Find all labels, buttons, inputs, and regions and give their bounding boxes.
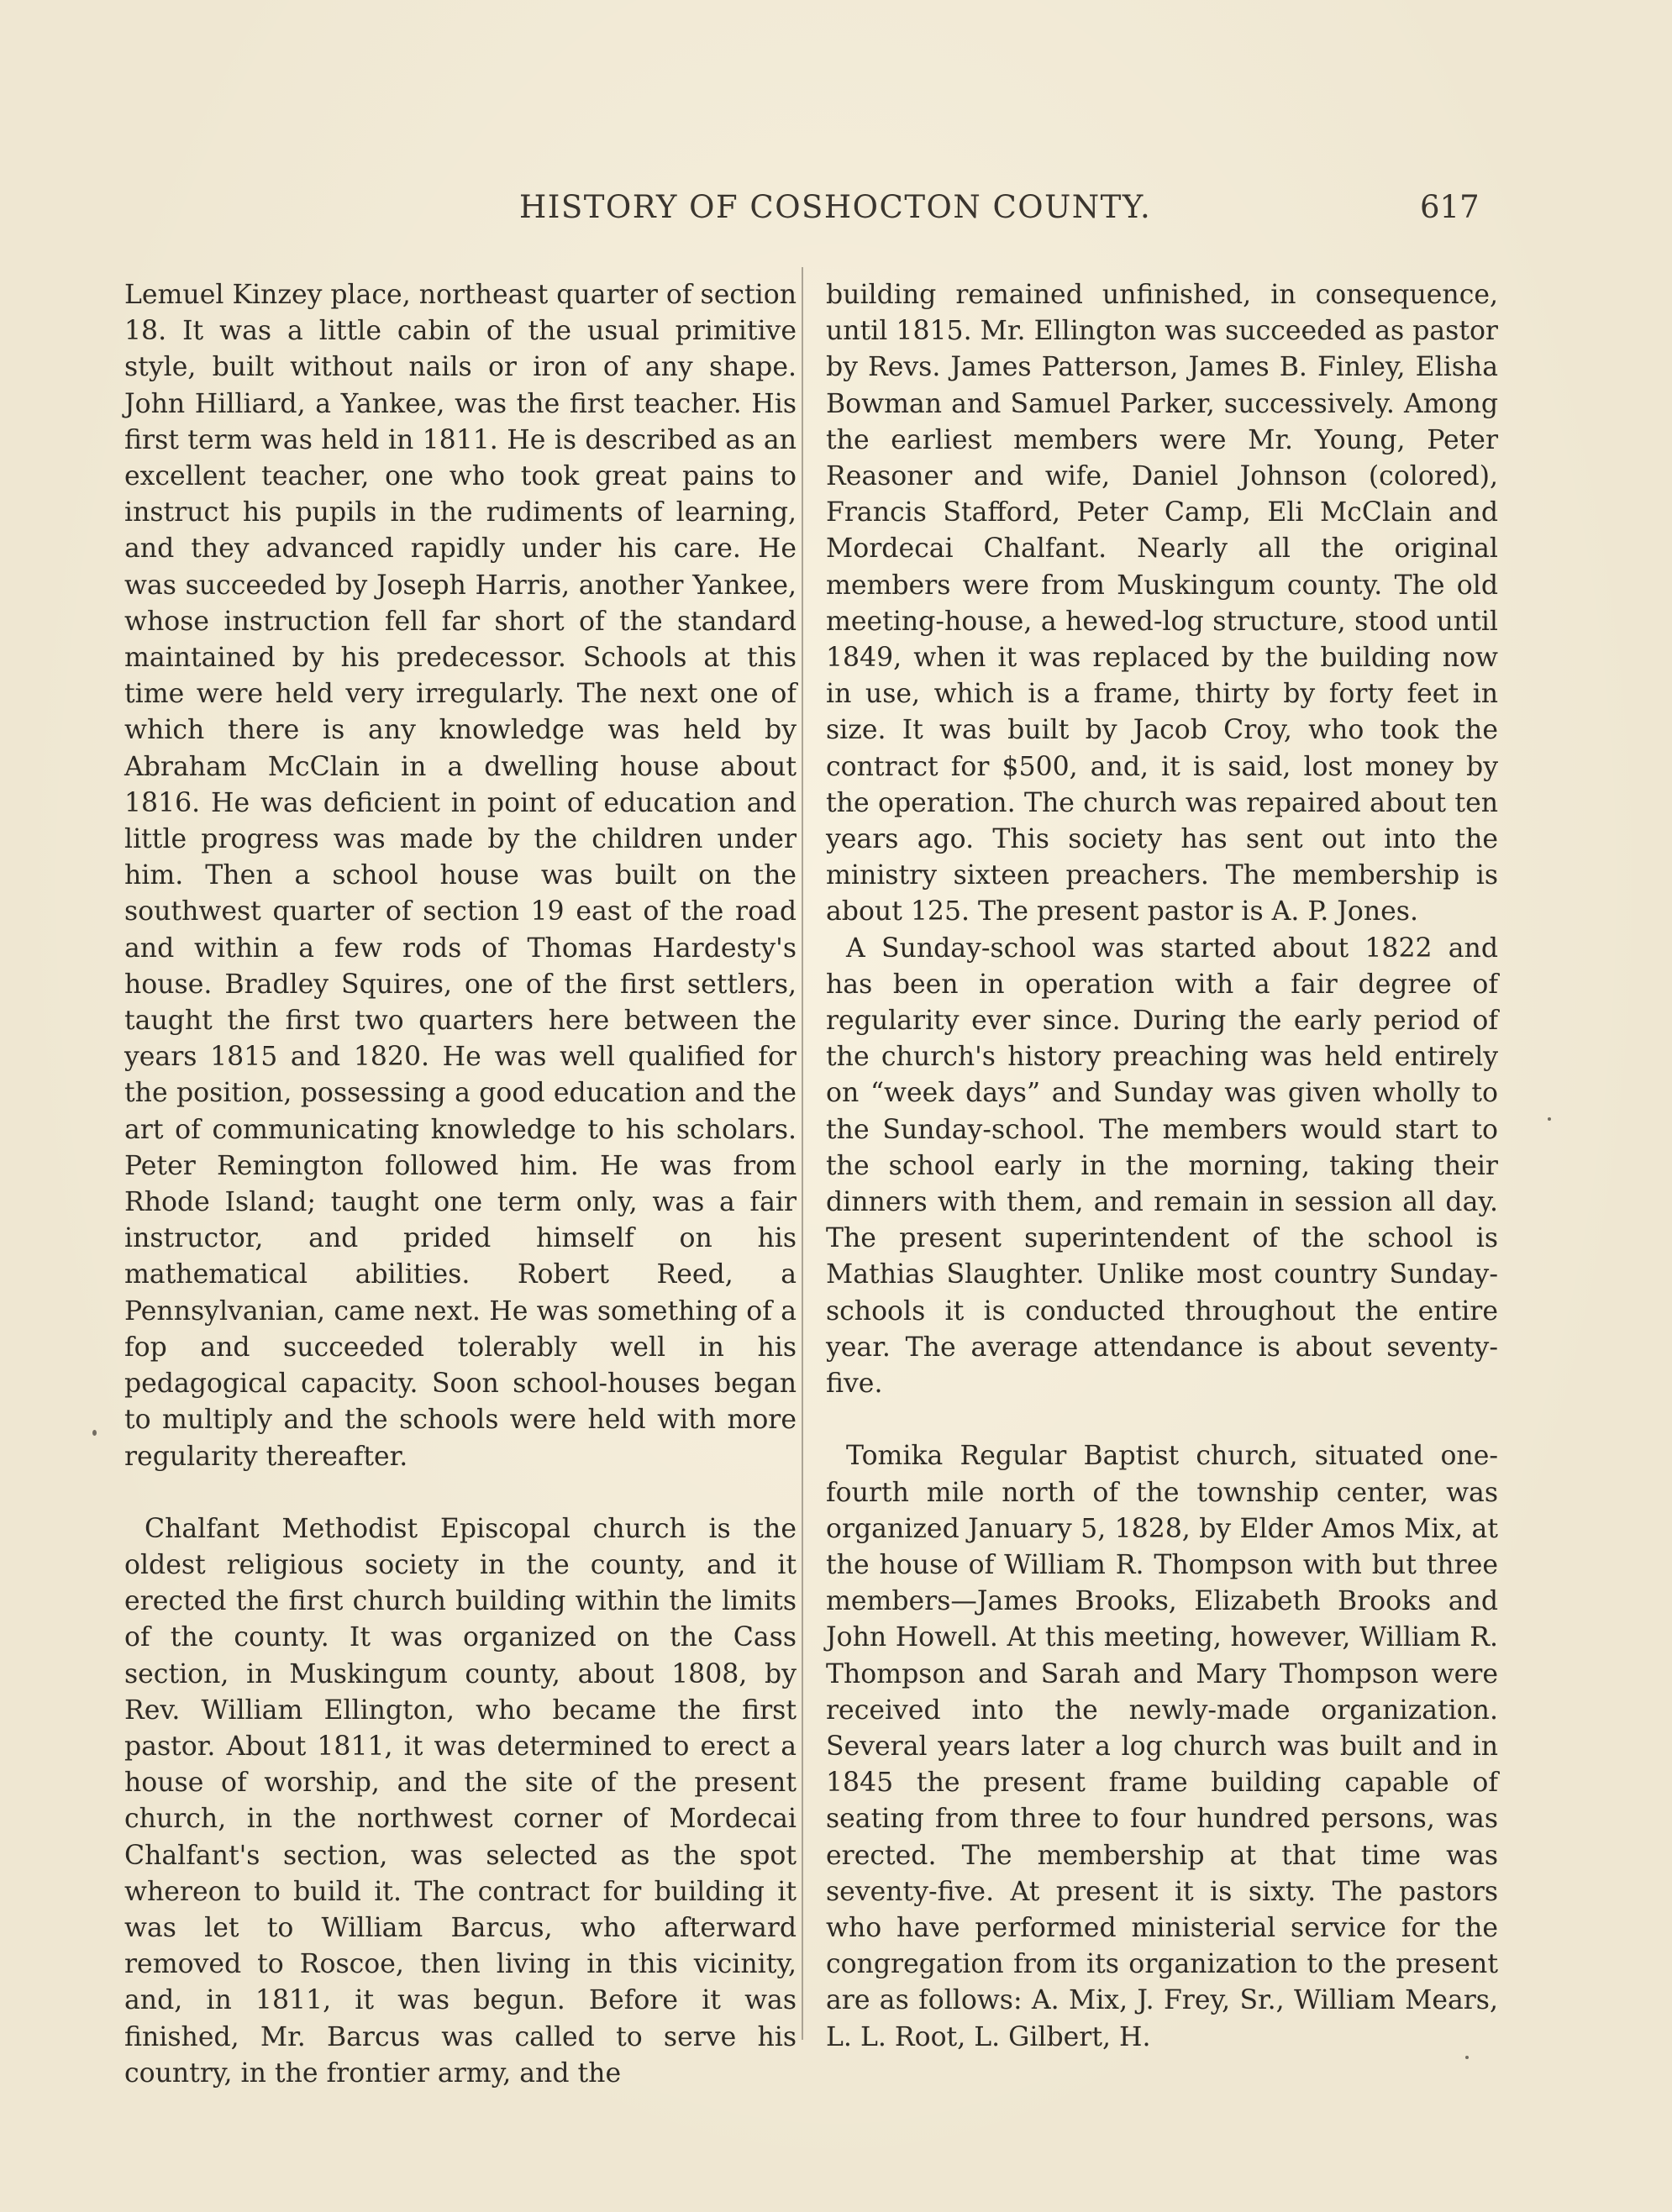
paragraph-sunday-school: A Sunday-school was started about 1822 and has been in operation with a fair degree of regularity ever since. During the early period of the church's history preaching was held entirely on “week days” and Sunday was given wholly to the Sunday-school. The members would start to the school early in the morning, taking their dinners with them, and remain in session all day. The present superintendent of the school is Mathias Slaughter. Unlike most country Sunday-schools it is conducted throughout the entire year. The average attendance is about seventy-five. [826, 933, 1498, 1400]
print-speck [1548, 1117, 1551, 1121]
paragraph-chalfant-church: Chalfant Methodist Episcopal church is the oldest religious society in the county, and it erected the first church building within the limits of the county. It was organized on the Cass section, in Muskingum county, about 1808, by Rev. William Ellington, who became the first pastor. About 1811, it was determined to erect a house of worship, and the site of the present church, in the northwest corner of Mordecai Chalfant's section, was selected as the spot whereon to build it. The contract for building it was let to William Barcus, who afterward removed to Roscoe, then living in this vicinity, and, in 1811, it was begun. Before it was finished, Mr. Barcus was called to serve his country, in the frontier army, and the [124, 1513, 797, 2089]
print-speck [1465, 2056, 1469, 2059]
page-number: 617 [1420, 189, 1480, 225]
column-divider [802, 267, 803, 2040]
running-head [0, 189, 1672, 239]
paragraph-chalfant-church-continued: building remained unfinished, in consequence, until 1815. Mr. Ellington was succeeded as pastor by Revs. James Patterson, James B. Finley, Elisha Bowman and Samuel Parker, successively. Among the earliest members were Mr. Young, Peter Reasoner and wife, Daniel Johnson (colored), Francis Stafford, Peter Camp, Eli McClain and Mordecai Chalfant. Nearly all the original members were from Muskingum county. The old meeting-house, a hewed-log structure, stood until 1849, when it was replaced by the building now in use, which is a frame, thirty by forty feet in size. It was built by Jacob Croy, who took the contract for $500, and, it is said, lost money by the operation. The church was repaired about ten years ago. This society has sent out into the ministry sixteen preachers. The membership is about 125. The present pastor is A. P. Jones. [826, 280, 1498, 927]
print-speck [92, 1430, 97, 1436]
left-column [124, 277, 797, 2092]
running-head-title: HISTORY OF COSHOCTON COUNTY. [519, 189, 1152, 225]
paragraph-schools: Lemuel Kinzey place, northeast quarter of section 18. It was a little cabin of the usual primitive style, built without nails or iron of any shape. John Hilliard, a Yankee, was the first teacher. His first term was held in 1811. He is described as an excellent teacher, one who took great pains to instruct his pupils in the rudiments of learning, and they advanced rapidly under his care. He was succeeded by Joseph Harris, another Yankee, whose instruction fell far short of the standard maintained by his predecessor. Schools at this time were held very irregularly. The next one of which there is any knowledge was held by Abraham McClain in a dwelling house about 1816. He was deficient in point of education and little progress was made by the children under him. Then a school house was built on the southwest quarter of section 19 east of the road and within a few rods of Thomas Hardesty's house. Bradley Squires, one of the first settlers, taught the first two quarters here between the years 1815 and 1820. He was well qualified for the position, possessing a good education and the art of communicating knowledge to his scholars. Peter Remington followed him. He was from Rhode Island; taught one term only, was a fair instructor, and prided himself on his mathematical abilities. Robert Reed, a Pennsylvanian, came next. He was something of a fop and succeeded tolerably well in his pedagogical capacity. Soon school-houses began to multiply and the schools were held with more regularity thereafter. [124, 280, 797, 1472]
right-column [826, 277, 1498, 2056]
paragraph-tomika-baptist: Tomika Regular Baptist church, situated one-fourth mile north of the township center, was organized January 5, 1828, by Elder Amos Mix, at the house of William R. Thompson with but three members—James Brooks, Elizabeth Brooks and John Howell. At this meeting, however, William R. Thompson and Sarah and Mary Thompson were received into the newly-made organization. Several years later a log church was built and in 1845 the present frame building capable of seating from three to four hundred persons, was erected. The membership at that time was seventy-five. At present it is sixty. The pastors who have performed ministerial service for the congregation from its organization to the present are as follows: A. Mix, J. Frey, Sr., William Mears, L. L. Root, L. Gilbert, H. [826, 1441, 1498, 2052]
